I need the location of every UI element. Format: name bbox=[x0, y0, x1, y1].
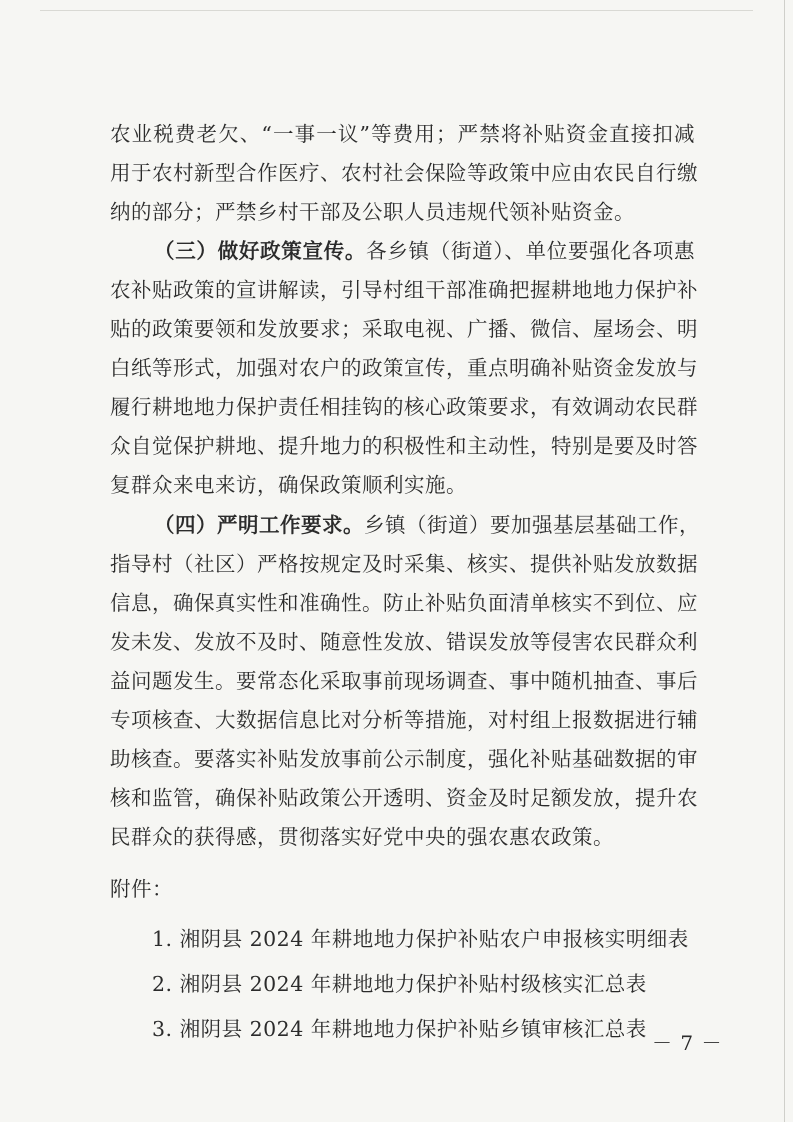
text-run: 各乡镇（街道）、单位要强化各项惠 bbox=[366, 239, 696, 263]
attachments-label: 附件： bbox=[110, 877, 173, 901]
text-line: 发未发、发放不及时、随意性发放、错误发放等侵害农民群众利 bbox=[110, 630, 698, 654]
scan-right-edge bbox=[784, 0, 785, 1122]
text-line bbox=[110, 506, 700, 545]
section-heading-4: （四）严明工作要求。 bbox=[154, 513, 364, 537]
text-line: 复群众来电来访，确保政策顺利实施。 bbox=[110, 473, 467, 497]
attachment-item: 2. 湘阴县 2024 年耕地地力保护补贴村级核实汇总表 bbox=[152, 972, 647, 996]
paragraph-work-requirements bbox=[110, 506, 700, 857]
text-line: 白纸等形式，加强对农户的政策宣传，重点明确补贴资金发放与 bbox=[110, 356, 698, 380]
text-line: 众自觉保护耕地、提升地力的积极性和主动性，特别是要及时答 bbox=[110, 434, 698, 458]
text-line: 信息，确保真实性和准确性。防止补贴负面清单核实不到位、应 bbox=[110, 591, 698, 615]
text-line: 益问题发生。要常态化采取事前现场调查、事中随机抽查、事后 bbox=[110, 669, 698, 693]
text-line: 农补贴政策的宣讲解读，引导村组干部准确把握耕地地力保护补 bbox=[110, 278, 698, 302]
attachment-item: 1. 湘阴县 2024 年耕地地力保护补贴农户申报核实明细表 bbox=[152, 927, 689, 951]
paragraph-continuation bbox=[110, 115, 698, 232]
text-line: 纳的部分；严禁乡村干部及公职人员违规代领补贴资金。 bbox=[110, 200, 635, 224]
text-line: 助核查。要落实补贴发放事前公示制度，强化补贴基础数据的审 bbox=[110, 747, 698, 771]
text-run: 乡镇（街道）要加强基层基础工作， bbox=[364, 513, 700, 537]
text-line: 农业税费老欠、“一事一议”等费用；严禁将补贴资金直接扣减 bbox=[110, 122, 695, 146]
scan-top-line bbox=[40, 10, 753, 11]
section-heading-3: （三）做好政策宣传。 bbox=[154, 239, 367, 263]
text-line: 履行耕地地力保护责任相挂钩的核心政策要求，有效调动农民群 bbox=[110, 395, 698, 419]
text-line: 专项核查、大数据信息比对分析等措施，对村组上报数据进行辅 bbox=[110, 708, 698, 732]
text-line: 民群众的获得感，贯彻落实好党中央的强农惠农政策。 bbox=[110, 825, 614, 849]
text-line: 贴的政策要领和发放要求；采取电视、广播、微信、屋场会、明 bbox=[110, 317, 698, 341]
paragraph-policy-publicity bbox=[110, 232, 698, 505]
text-line: 用于农村新型合作医疗、农村社会保险等政策中应由农民自行缴 bbox=[110, 161, 698, 185]
page-number: － 7 － bbox=[652, 1031, 723, 1055]
text-line: 核和监管，确保补贴政策公开透明、资金及时足额发放，提升农 bbox=[110, 786, 698, 810]
attachments-list bbox=[152, 917, 712, 1052]
text-line: 指导村（社区）严格按规定及时采集、核实、提供补贴发放数据 bbox=[110, 552, 698, 576]
text-line bbox=[110, 232, 695, 271]
attachment-item: 3. 湘阴县 2024 年耕地地力保护补贴乡镇审核汇总表 bbox=[152, 1017, 647, 1041]
